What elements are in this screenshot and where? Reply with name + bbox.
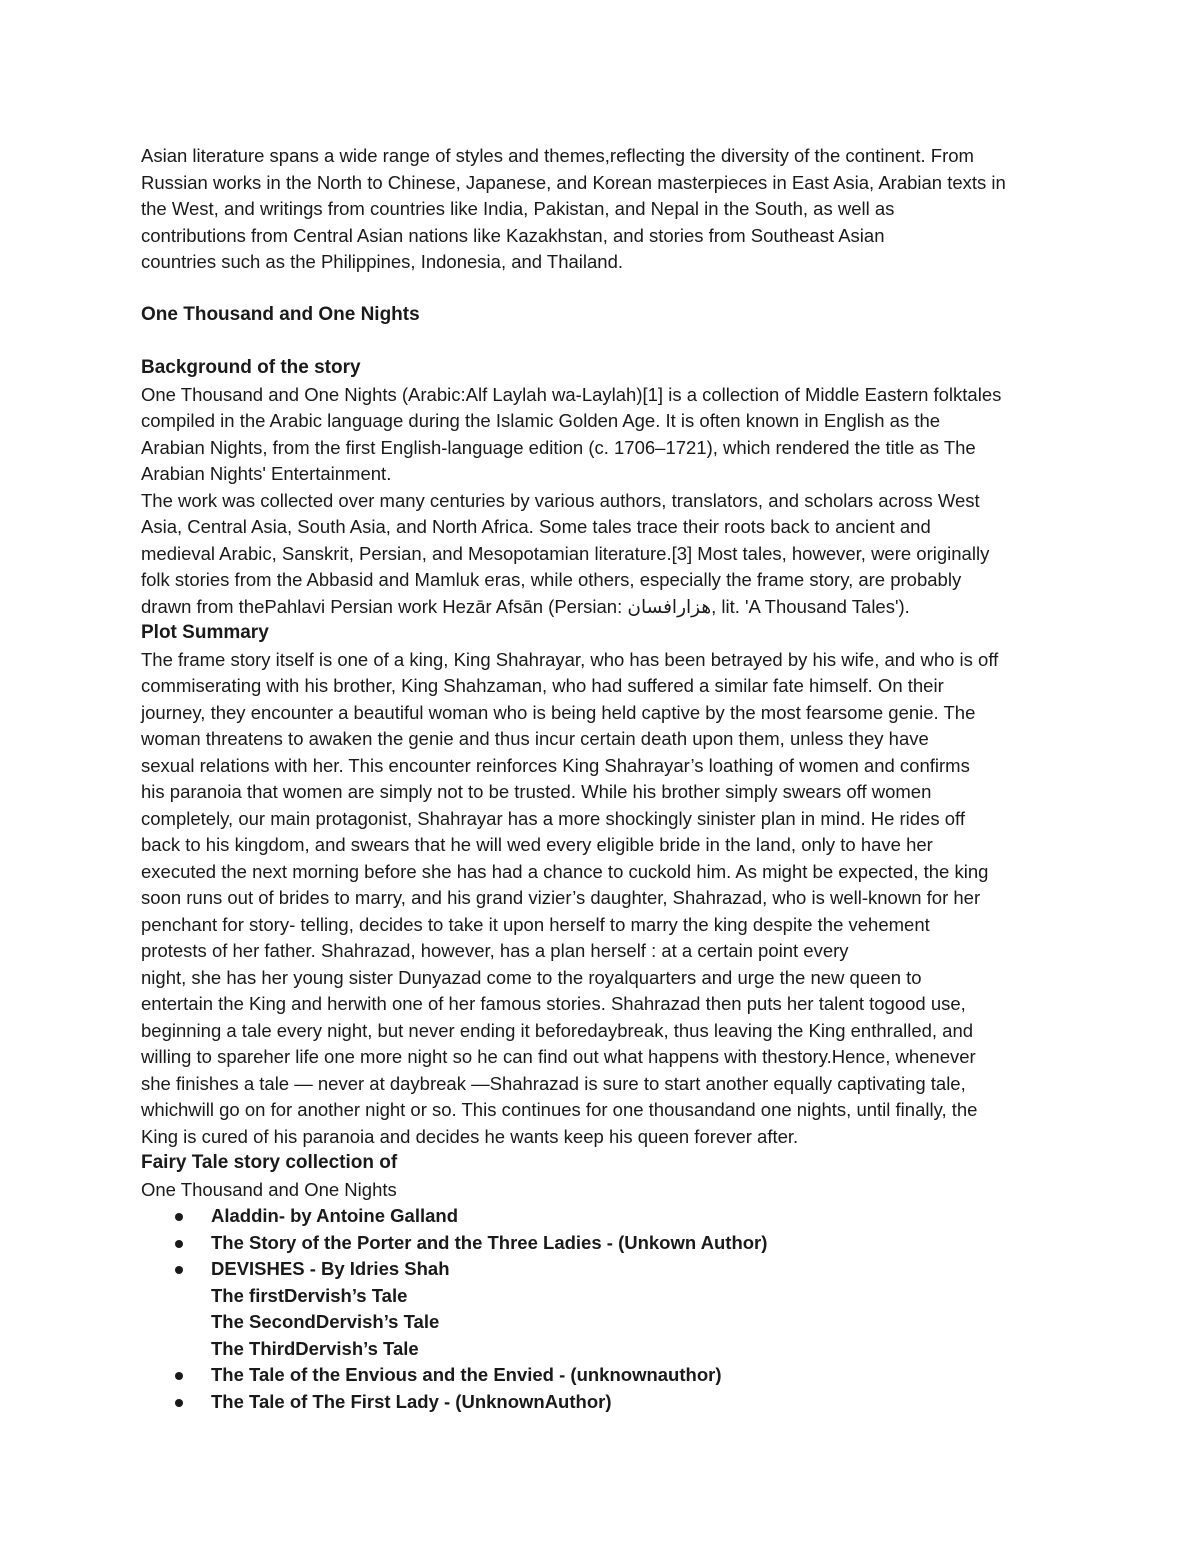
list-item	[141, 1230, 1071, 1257]
list-item-label: The Tale of The First Lady - (UnknownAuthor)	[211, 1390, 612, 1412]
background-line: Asia, Central Asia, South Asia, and North Africa. Some tales trace their roots back to ancient and	[141, 516, 931, 537]
list-item	[141, 1389, 1071, 1416]
list-item-label: The Story of the Porter and the Three Ladies - (Unkown Author)	[211, 1231, 768, 1253]
bullet-icon	[175, 1372, 183, 1380]
plot-line: sexual relations with her. This encounter reinforces King Shahrayar’s loathing of women and confirms	[141, 754, 970, 776]
dervish-tale: The ThirdDervish’s Tale	[211, 1337, 419, 1359]
intro-line: contributions from Central Asian nations like Kazakhstan, and stories from Southeast Asian	[141, 224, 885, 246]
background-line: Arabian Nights' Entertainment.	[141, 463, 392, 484]
background-line: medieval Arabic, Sanskrit, Persian, and Mesopotamian literature.[3] Most tales, however, were originally	[141, 542, 990, 564]
story-list-continued	[141, 1362, 1071, 1415]
blank-line	[141, 329, 1071, 356]
intro-line: Russian works in the North to Chinese, Japanese, and Korean masterpieces in East Asia, Arabian texts in	[141, 171, 1006, 193]
plot-line: protests of her father. Shahrazad, however, has a plan herself : at a certain point every	[141, 940, 849, 961]
plot-line: beginning a tale every night, but never ending it beforedaybreak, thus leaving the King enthralled, and	[141, 1019, 974, 1041]
background-line: folk stories from the Abbasid and Mamluk eras, while others, especially the frame story, are probably	[141, 569, 962, 590]
plot-line: willing to spareher life one more night so he can find out what happens with thestory.Hence, whenever	[141, 1046, 976, 1067]
list-item	[141, 1362, 1071, 1389]
plot-line: commiserating with his brother, King Shahzaman, who had suffered a similar fate himself. On their	[141, 675, 944, 696]
plot-line: King is cured of his paranoia and decides he wants keep his queen forever after.	[141, 1125, 799, 1147]
plot-paragraph	[141, 647, 1071, 1151]
background-paragraph	[141, 382, 1071, 621]
background-line: compiled in the Arabic language during the Islamic Golden Age. It is often known in English as the	[141, 410, 941, 431]
background-line: The work was collected over many centuries by various authors, translators, and scholars across West	[141, 489, 980, 511]
plot-line: completely, our main protagonist, Shahrayar has a more shockingly sinister plan in mind. He rides off	[141, 807, 965, 829]
collection-heading: Fairy Tale story collection of	[141, 1152, 398, 1173]
plot-line: entertain the King and herwith one of her famous stories. Shahrazad then puts her talent togood use,	[141, 993, 966, 1014]
dervish-tale: The SecondDervish’s Tale	[211, 1311, 440, 1332]
background-heading: Background of the story	[141, 357, 361, 378]
document-page	[141, 143, 1071, 1415]
intro-line: the West, and writings from countries like India, Pakistan, and Nepal in the South, as well as	[141, 198, 895, 219]
intro-line: countries such as the Philippines, Indonesia, and Thailand.	[141, 251, 624, 272]
plot-line: woman threatens to awaken the genie and thus incur certain death upon them, unless they have	[141, 728, 929, 749]
story-list	[141, 1203, 1071, 1283]
plot-line: night, she has her young sister Dunyazad come to the royalquarters and urge the new queen to	[141, 966, 922, 988]
background-line: drawn from thePahlavi Persian work Hezār Afsān (Persian: هزارافسان, lit. 'A Thousand Tales').	[141, 595, 910, 617]
bullet-icon	[175, 1240, 183, 1248]
list-item-label: DEVISHES - By Idries Shah	[211, 1258, 450, 1279]
background-line: Arabian Nights, from the first English-language edition (c. 1706–1721), which rendered the title as The	[141, 436, 976, 458]
plot-line: she finishes a tale — never at daybreak —Shahrazad is sure to start another equally captivating tale,	[141, 1072, 966, 1094]
plot-line: his paranoia that women are simply not to be trusted. While his brother simply swears off women	[141, 781, 932, 802]
plot-line: penchant for story- telling, decides to take it upon herself to marry the king despite the vehement	[141, 913, 930, 935]
plot-line: back to his kingdom, and swears that he will wed every eligible bride in the land, only to have her	[141, 834, 933, 855]
plot-line: soon runs out of brides to marry, and his grand vizier’s daughter, Shahrazad, who is well-known for her	[141, 887, 981, 908]
collection-subheading: One Thousand and One Nights	[141, 1178, 397, 1200]
plot-heading: Plot Summary	[141, 622, 269, 643]
dervish-tale: The firstDervish’s Tale	[211, 1284, 408, 1306]
plot-line: journey, they encounter a beautiful woman who is being held captive by the most fearsome genie. The	[141, 701, 976, 723]
bullet-icon	[175, 1399, 183, 1407]
intro-line: Asian literature spans a wide range of styles and themes,reflecting the diversity of the continent. From	[141, 145, 974, 166]
list-item-label: The Tale of the Envious and the Envied - (unknownauthor)	[211, 1364, 722, 1385]
list-item	[141, 1256, 1071, 1283]
blank-line	[141, 276, 1071, 303]
bullet-icon	[175, 1266, 183, 1274]
background-line: One Thousand and One Nights (Arabic:Alf Laylah wa-Laylah)[1] is a collection of Middle Eastern folktales	[141, 383, 1002, 405]
plot-line: whichwill go on for another night or so. This continues for one thousandand one nights, until finally, the	[141, 1099, 978, 1120]
plot-line: executed the next morning before she has had a chance to cuckold him. As might be expected, the king	[141, 860, 989, 882]
list-item	[141, 1203, 1071, 1230]
plot-line: The frame story itself is one of a king, King Shahrayar, who has been betrayed by his wife, and who is off	[141, 648, 999, 670]
document-title: One Thousand and One Nights	[141, 304, 420, 325]
list-item-label: Aladdin- by Antoine Galland	[211, 1205, 459, 1226]
intro-paragraph	[141, 143, 1071, 276]
bullet-icon	[175, 1213, 183, 1221]
